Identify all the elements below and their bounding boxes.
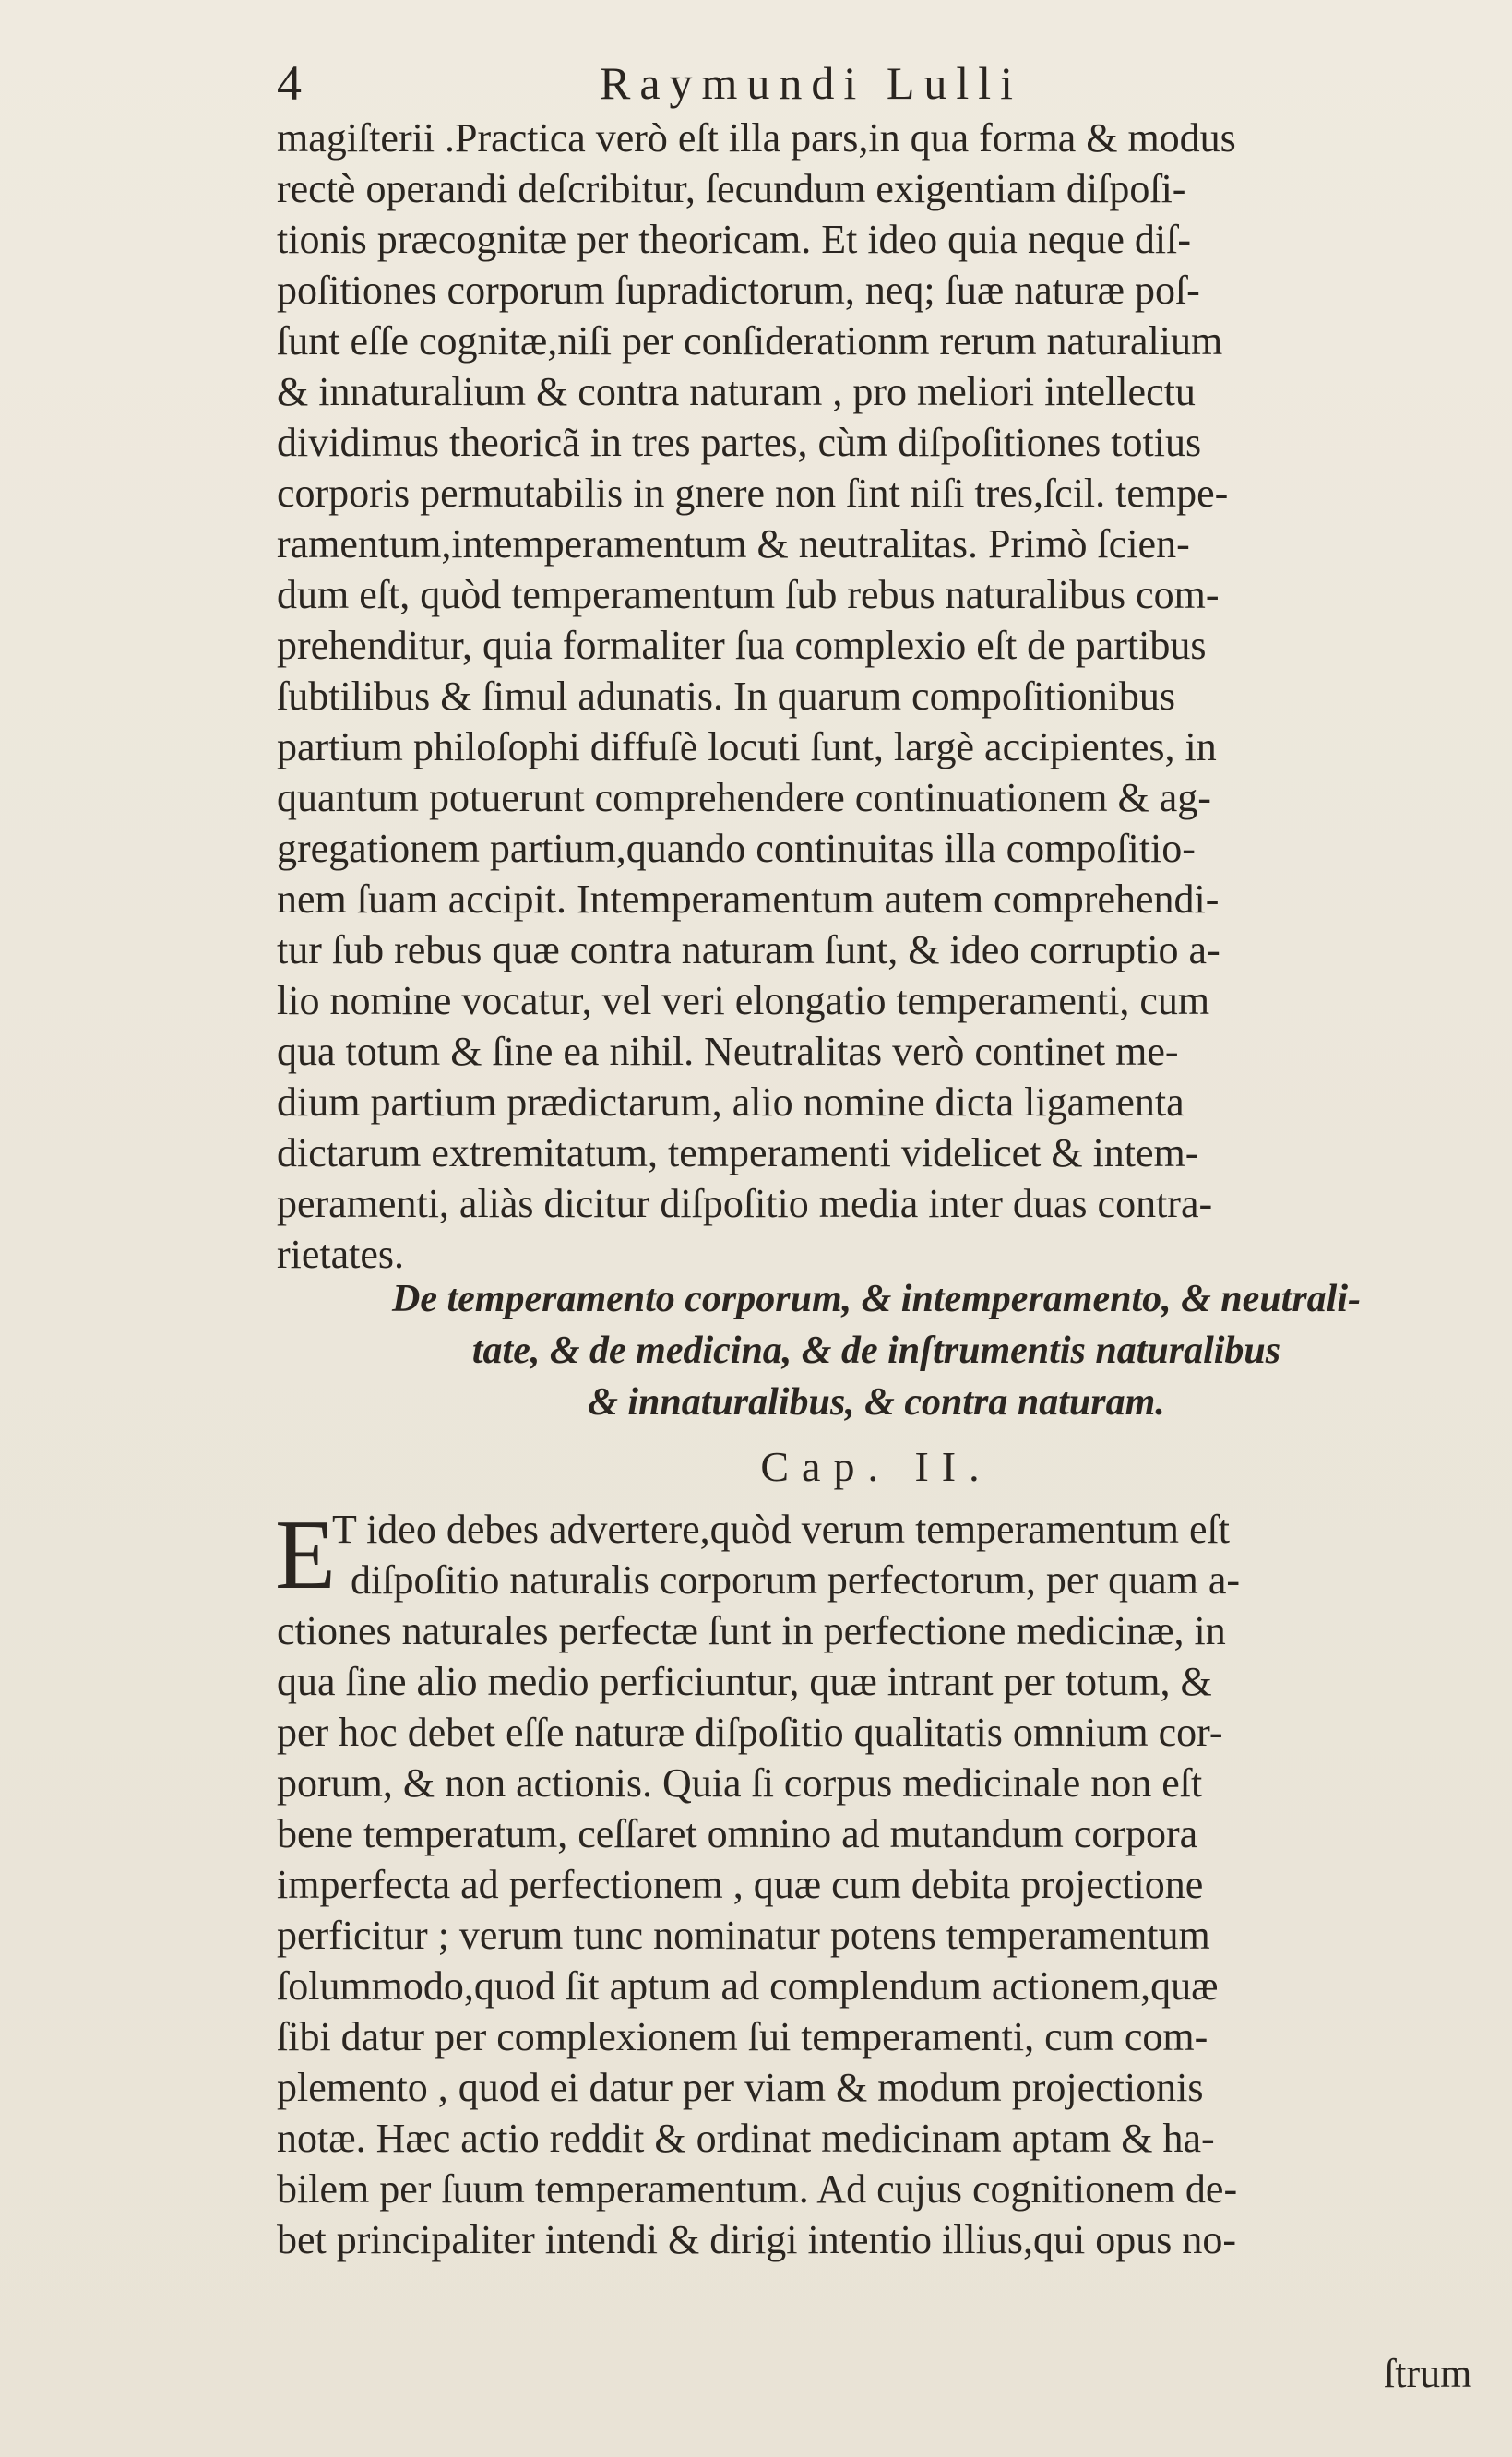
text-line: poſitiones corporum ſupradictorum, neq; ſuæ naturæ poſ- xyxy=(277,268,1200,313)
page-header xyxy=(277,51,1458,115)
text-line: rietates. xyxy=(277,1232,405,1277)
text-line: partium philoſophi diffuſè locuti ſunt, largè accipientes, in xyxy=(277,724,1217,769)
text-line: notæ. Hæc actio reddit & ordinat medicinam aptam & ha- xyxy=(277,2116,1215,2161)
text-line: dum eſt, quòd temperamentum ſub rebus naturalibus com- xyxy=(277,572,1220,617)
chapter-title-line: De temperamento corporum, & intemperamento, & neutrali- xyxy=(392,1278,1361,1320)
text-line: dium partium prædictarum, alio nomine dicta ligamenta xyxy=(277,1079,1185,1125)
text-line: gregationem partium,quando continuitas illa compoſitio- xyxy=(277,826,1196,871)
text-line: per hoc debet eſſe naturæ diſpoſitio qualitatis omnium cor- xyxy=(277,1710,1223,1755)
chapter-title-line: tate, & de medicina, & de inſtrumentis naturalibus xyxy=(471,1330,1281,1372)
drop-capital: E xyxy=(275,1500,336,1610)
text-line: bet principaliter intendi & dirigi intentio illius,qui opus no- xyxy=(277,2217,1236,2262)
chapter-title xyxy=(277,1273,1476,1428)
text-line: ſolummodo,quod ſit aptum ad complendum actionem,quæ xyxy=(277,1963,1219,2009)
text-line: T ideo debes advertere,quòd verum temperamentum eſt xyxy=(332,1507,1230,1552)
text-line: magiſterii .Practica verò eſt illa pars,in qua forma & modus xyxy=(277,115,1236,161)
text-line: perficitur ; verum tunc nominatur potens temperamentum xyxy=(277,1913,1210,1958)
text-line: & innaturalium & contra naturam , pro meliori intellectu xyxy=(277,369,1196,414)
text-line: bilem per ſuum temperamentum. Ad cujus cognitionem de- xyxy=(277,2166,1238,2212)
page-number: 4 xyxy=(277,55,302,111)
text-line: ſunt eſſe cognitæ,niſi per conſiderationm rerum naturalium xyxy=(277,318,1223,364)
running-head: Raymundi Lulli xyxy=(600,57,1023,109)
text-line: bene temperatum, ceſſaret omnino ad mutandum corpora xyxy=(277,1811,1198,1856)
text-line: quantum potuerunt comprehendere continuationem & ag- xyxy=(277,775,1211,820)
catchword: ſtrum xyxy=(1384,2351,1472,2396)
text-line: prehenditur, quia formaliter ſua complexio eſt de partibus xyxy=(277,623,1207,668)
text-line: tionis præcognitæ per theoricam. Et ideo quia neque diſ- xyxy=(277,217,1191,262)
text-line: plemento , quod ei datur per viam & modum projectionis xyxy=(277,2065,1204,2110)
text-line: peramenti, aliàs dicitur diſpoſitio media inter duas contra- xyxy=(277,1181,1213,1226)
text-line: dictarum extremitatum, temperamenti videlicet & intem- xyxy=(277,1130,1199,1175)
text-line: ſubtilibus & ſimul adunatis. In quarum compoſitionibus xyxy=(277,674,1176,719)
text-line: porum, & non actionis. Quia ſi corpus medicinale non eſt xyxy=(277,1760,1203,1806)
chapter-label: Cap. II. xyxy=(760,1443,993,1490)
text-line: ſibi datur per complexionem ſui temperamenti, cum com- xyxy=(277,2014,1208,2059)
paragraph-2 xyxy=(275,1500,1476,2265)
paragraph-1 xyxy=(277,113,1476,1280)
chapter-title-line: & innaturalibus, & contra naturam. xyxy=(588,1381,1165,1424)
text-line: qua totum & ſine ea nihil. Neutralitas verò continet me- xyxy=(277,1029,1179,1074)
text-line: corporis permutabilis in gnere non ſint niſi tres,ſcil. tempe- xyxy=(277,471,1229,516)
text-line: dividimus theoricã in tres partes, cùm diſpoſitiones totius xyxy=(277,420,1202,465)
text-line: diſpoſitio naturalis corporum perfectorum, per quam a- xyxy=(351,1557,1241,1603)
text-line: ctiones naturales perfectæ ſunt in perfectione medicinæ, in xyxy=(277,1608,1226,1653)
text-line: rectè operandi deſcribitur, ſecundum exigentiam diſpoſi- xyxy=(277,166,1186,211)
text-line: tur ſub rebus quæ contra naturam ſunt, & ideo corruptio a- xyxy=(277,927,1220,972)
text-line: ramentum,intemperamentum & neutralitas. Primò ſcien- xyxy=(277,521,1190,567)
text-line: nem ſuam accipit. Intemperamentum autem comprehendi- xyxy=(277,877,1220,922)
text-line: qua ſine alio medio perficiuntur, quæ intrant per totum, & xyxy=(277,1659,1212,1704)
text-line: lio nomine vocatur, vel veri elongatio temperamenti, cum xyxy=(277,978,1210,1023)
text-line: imperfecta ad perfectionem , quæ cum debita projectione xyxy=(277,1862,1204,1907)
